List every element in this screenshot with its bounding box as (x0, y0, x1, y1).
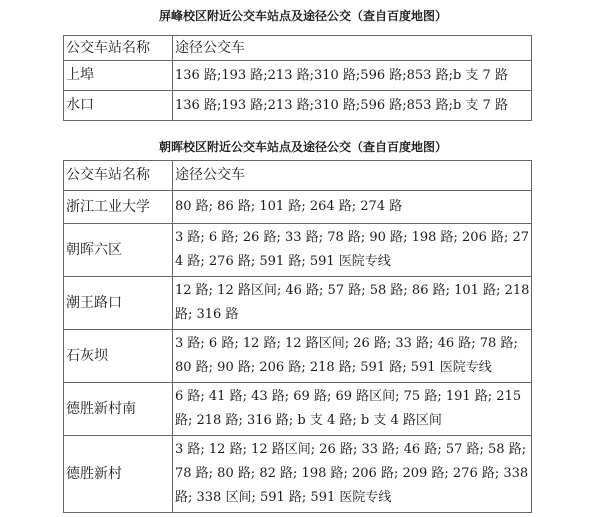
header-station: 公交车站名称 (64, 36, 173, 61)
station-name: 德胜新村 (64, 436, 173, 513)
station-name: 石灰坝 (64, 330, 173, 383)
route-list: 136 路;193 路;213 路;310 路;596 路;853 路;b 支 7 路 (173, 91, 532, 121)
table-row (64, 191, 532, 224)
station-name: 上埠 (64, 61, 173, 91)
station-name: 浙江工业大学 (64, 191, 173, 224)
table-row (64, 277, 532, 330)
table-row (64, 61, 532, 91)
table-row (64, 91, 532, 121)
pingfeng-bus-table (63, 35, 532, 121)
station-name: 朝晖六区 (64, 224, 173, 277)
header-routes: 途径公交车 (173, 161, 532, 191)
route-list: 136 路;193 路;213 路;310 路;596 路;853 路;b 支 7 路 (173, 61, 532, 91)
table-header-row (64, 36, 532, 61)
station-name: 水口 (64, 91, 173, 121)
route-list: 3 路; 6 路; 12 路; 12 路区间; 26 路; 33 路; 46 路; 78 路; 80 路; 90 路; 206 路; 218 路; 591 路; 591 医院专线 (173, 330, 532, 383)
table-row (64, 436, 532, 513)
table-header-row (64, 161, 532, 191)
station-name: 潮王路口 (64, 277, 173, 330)
table-row (64, 330, 532, 383)
header-routes: 途径公交车 (173, 36, 532, 61)
route-list: 80 路; 86 路; 101 路; 264 路; 274 路 (173, 191, 532, 224)
pingfeng-campus-title: 屏峰校区附近公交车站点及途径公交（查自百度地图） (158, 9, 447, 23)
route-list: 6 路; 41 路; 43 路; 69 路; 69 路区间; 75 路; 191 路; 215 路; 218 路; 316 路; b 支 4 路; b 支 4 路区间 (173, 383, 532, 436)
route-list: 3 路; 6 路; 26 路; 33 路; 78 路; 90 路; 198 路; 206 路; 274 路; 276 路; 591 路; 591 医院专线 (173, 224, 532, 277)
table-row (64, 383, 532, 436)
route-list: 3 路; 12 路; 12 路区间; 26 路; 33 路; 46 路; 57 路; 58 路; 78 路; 80 路; 82 路; 198 路; 206 路; 209 路; 276 路; 338 路; 338 区间; 591 路; 591 医院专线 (173, 436, 532, 513)
zhaohui-bus-table (63, 160, 532, 513)
zhaohui-campus-title: 朝晖校区附近公交车站点及途径公交（查自百度地图） (158, 140, 447, 154)
station-name: 德胜新村南 (64, 383, 173, 436)
route-list: 12 路; 12 路区间; 46 路; 57 路; 58 路; 86 路; 101 路; 218 路; 316 路 (173, 277, 532, 330)
table-row (64, 224, 532, 277)
header-station: 公交车站名称 (64, 161, 173, 191)
